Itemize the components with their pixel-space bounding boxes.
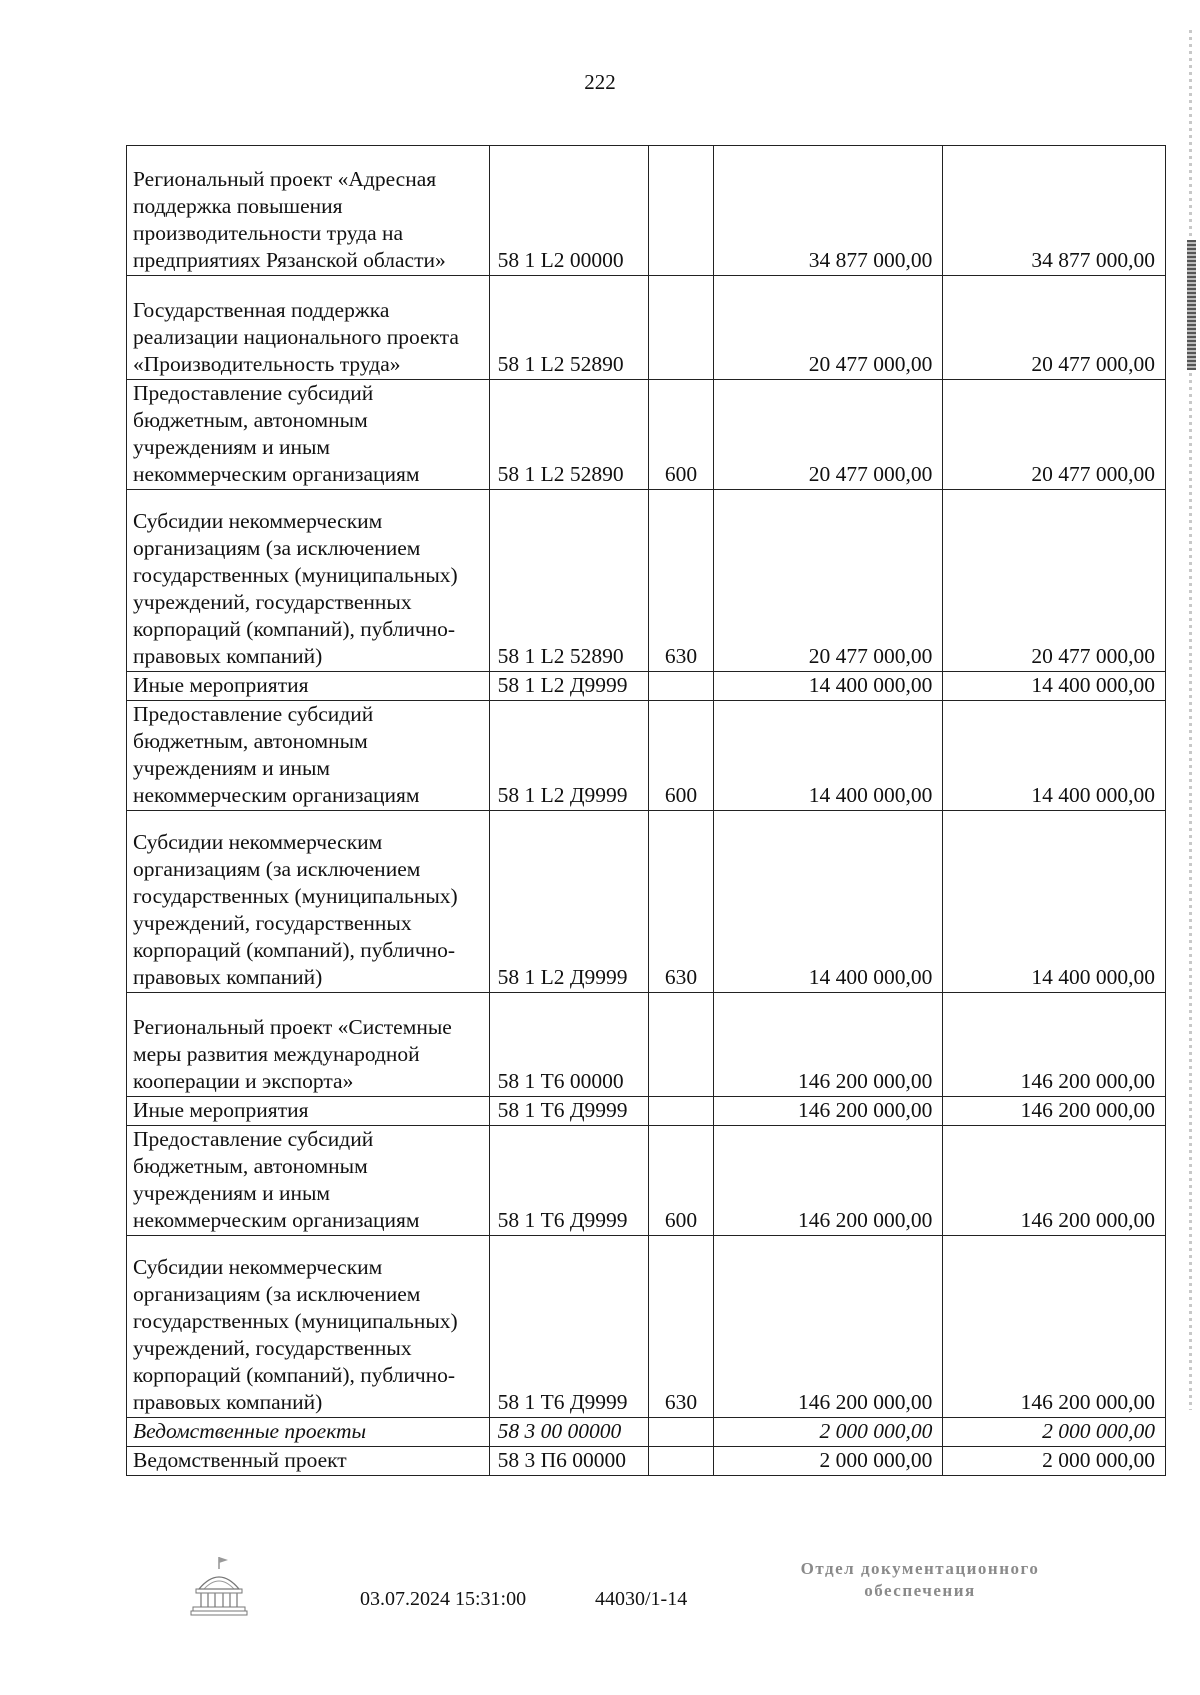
row-type: 630 <box>648 1236 714 1418</box>
table-row <box>127 1447 1166 1476</box>
row-sum-1: 14 400 000,00 <box>714 811 943 993</box>
row-sum-1: 14 400 000,00 <box>714 701 943 811</box>
table-row <box>127 811 1166 993</box>
table-row <box>127 672 1166 701</box>
row-name: Предоставление субсидий бюджетным, автономным учреждениям и иным некоммерческим организациям <box>127 701 490 811</box>
row-type: 630 <box>648 811 714 993</box>
row-sum-1: 146 200 000,00 <box>714 1126 943 1236</box>
budget-table <box>126 145 1166 1476</box>
row-sum-1: 34 877 000,00 <box>714 146 943 276</box>
row-code: 58 1 L2 Д9999 <box>489 811 648 993</box>
row-code: 58 1 Т6 00000 <box>489 993 648 1097</box>
row-name: Ведомственные проекты <box>127 1418 490 1447</box>
scan-edge-artifact <box>1189 30 1192 1410</box>
row-code: 58 1 Т6 Д9999 <box>489 1236 648 1418</box>
row-sum-2: 146 200 000,00 <box>943 1126 1166 1236</box>
row-name: Субсидии некоммерческим организациям (за исключением государственных (муниципальных) учреждений, государственных корпораций (компаний), публично-правовых компаний) <box>127 811 490 993</box>
row-code: 58 1 Т6 Д9999 <box>489 1097 648 1126</box>
row-type: 600 <box>648 1126 714 1236</box>
row-sum-2: 14 400 000,00 <box>943 811 1166 993</box>
row-name: Ведомственный проект <box>127 1447 490 1476</box>
table-row <box>127 701 1166 811</box>
row-type <box>648 1447 714 1476</box>
row-sum-2: 14 400 000,00 <box>943 672 1166 701</box>
stamp-line-1: Отдел документационного <box>800 1559 1040 1578</box>
row-code: 58 1 L2 52890 <box>489 276 648 380</box>
row-sum-2: 2 000 000,00 <box>943 1418 1166 1447</box>
row-code: 58 1 L2 Д9999 <box>489 672 648 701</box>
page-number: 222 <box>584 70 616 94</box>
row-type <box>648 1097 714 1126</box>
row-sum-2: 20 477 000,00 <box>943 380 1166 490</box>
table-row <box>127 276 1166 380</box>
table-row <box>127 1126 1166 1236</box>
row-sum-2: 2 000 000,00 <box>943 1447 1166 1476</box>
row-name: Предоставление субсидий бюджетным, автономным учреждениям и иным некоммерческим организациям <box>127 1126 490 1236</box>
duma-building-icon <box>190 1555 248 1617</box>
table-row <box>127 146 1166 276</box>
row-name: Субсидии некоммерческим организациям (за исключением государственных (муниципальных) учреждений, государственных корпораций (компаний), публично-правовых компаний) <box>127 490 490 672</box>
document-date: 03.07.2024 15:31:00 <box>360 1588 527 1610</box>
table-row <box>127 1236 1166 1418</box>
row-name: Предоставление субсидий бюджетным, автономным учреждениям и иным некоммерческим организациям <box>127 380 490 490</box>
row-sum-1: 20 477 000,00 <box>714 380 943 490</box>
row-code: 58 1 L2 52890 <box>489 490 648 672</box>
stamp-line-2: обеспечения <box>864 1581 976 1600</box>
row-sum-2: 14 400 000,00 <box>943 701 1166 811</box>
row-name: Региональный проект «Системные меры развития международной кооперации и экспорта» <box>127 993 490 1097</box>
row-name: Субсидии некоммерческим организациям (за исключением государственных (муниципальных) учреждений, государственных корпораций (компаний), публично-правовых компаний) <box>127 1236 490 1418</box>
row-code: 58 1 L2 52890 <box>489 380 648 490</box>
row-code: 58 3 00 00000 <box>489 1418 648 1447</box>
registration-number: 44030/1-14 <box>595 1588 688 1610</box>
row-type: 630 <box>648 490 714 672</box>
row-name: Государственная поддержка реализации национального проекта «Производительность труда» <box>127 276 490 380</box>
department-stamp <box>770 1558 1070 1602</box>
row-name: Региональный проект «Адресная поддержка повышения производительности труда на предприятиях Рязанской области» <box>127 146 490 276</box>
row-name: Иные мероприятия <box>127 1097 490 1126</box>
row-type <box>648 276 714 380</box>
row-type <box>648 993 714 1097</box>
row-type <box>648 146 714 276</box>
row-sum-1: 2 000 000,00 <box>714 1447 943 1476</box>
row-type: 600 <box>648 701 714 811</box>
table-row <box>127 490 1166 672</box>
row-sum-1: 20 477 000,00 <box>714 490 943 672</box>
row-name: Иные мероприятия <box>127 672 490 701</box>
row-sum-1: 146 200 000,00 <box>714 993 943 1097</box>
row-type: 600 <box>648 380 714 490</box>
row-sum-1: 20 477 000,00 <box>714 276 943 380</box>
row-type <box>648 1418 714 1447</box>
row-code: 58 1 L2 00000 <box>489 146 648 276</box>
row-code: 58 3 П6 00000 <box>489 1447 648 1476</box>
row-type <box>648 672 714 701</box>
table-row <box>127 1097 1166 1126</box>
row-sum-2: 20 477 000,00 <box>943 276 1166 380</box>
row-sum-2: 146 200 000,00 <box>943 993 1166 1097</box>
table-row <box>127 380 1166 490</box>
table-row <box>127 1418 1166 1447</box>
row-sum-1: 146 200 000,00 <box>714 1097 943 1126</box>
row-sum-2: 20 477 000,00 <box>943 490 1166 672</box>
row-sum-1: 146 200 000,00 <box>714 1236 943 1418</box>
scan-barcode-mark <box>1187 240 1196 370</box>
row-code: 58 1 Т6 Д9999 <box>489 1126 648 1236</box>
row-code: 58 1 L2 Д9999 <box>489 701 648 811</box>
row-sum-2: 146 200 000,00 <box>943 1236 1166 1418</box>
table-row <box>127 993 1166 1097</box>
row-sum-1: 14 400 000,00 <box>714 672 943 701</box>
row-sum-1: 2 000 000,00 <box>714 1418 943 1447</box>
row-sum-2: 146 200 000,00 <box>943 1097 1166 1126</box>
row-sum-2: 34 877 000,00 <box>943 146 1166 276</box>
